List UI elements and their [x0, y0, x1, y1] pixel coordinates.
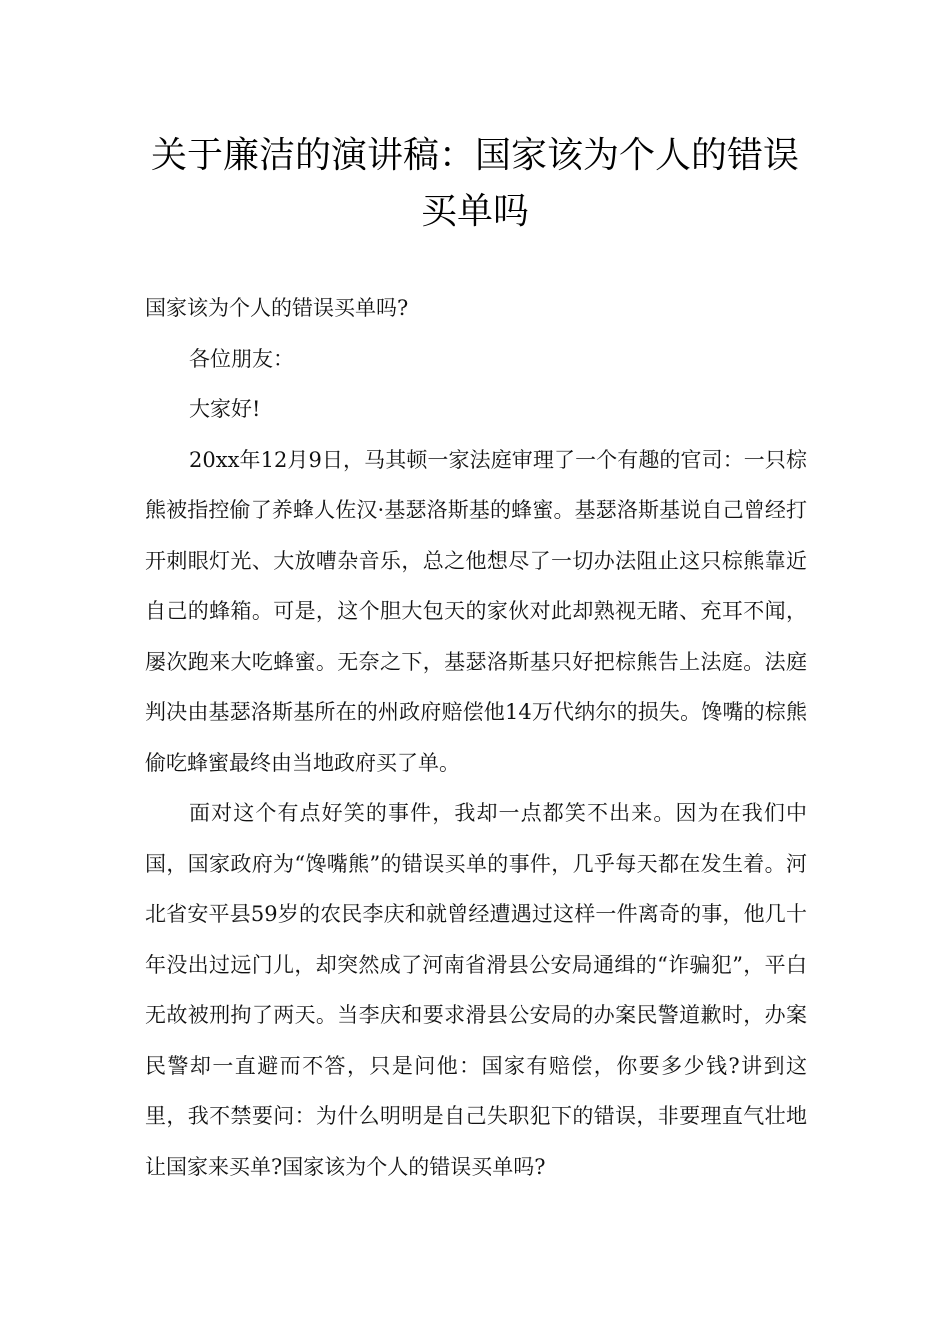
paragraph-greeting: 大家好! — [189, 397, 261, 421]
paragraph-argument: 面对这个有点好笑的事件，我却一点都笑不出来。因为在我们中国，国家政府为“馋嘴熊”的错误买单的事件，几乎每天都在发生着。河北省安平县59岁的农民李庆和就曾经遭遇过这样一件离奇的事，他几十年没出过远门儿，却突然成了河南省滑县公安局通缉的“诈骗犯”，平白无故被刑拘了两天。当李庆和要求滑县公安局的办案民警道歉时，办案民警却一直避而不答，只是问他：国家有赔偿，你要多少钱?讲到这里，我不禁要问：为什么明明是自己失职犯下的错误，非要理直气壮地让国家来买单?国家该为个人的错误买单吗? — [145, 801, 807, 1179]
paragraph-heading: 国家该为个人的错误买单吗? — [145, 296, 409, 320]
document-title: 关于廉洁的演讲稿：国家该为个人的错误买单吗 — [150, 135, 799, 232]
paragraph-story: 20xx年12月9日，马其顿一家法庭审理了一个有趣的官司：一只棕熊被指控偷了养蜂人佐汉·基瑟洛斯基的蜂蜜。基瑟洛斯基说自己曾经打开刺眼灯光、大放嘈杂音乐，总之他想尽了一切办法阻止这只棕熊靠近自己的蜂箱。可是，这个胆大包天的家伙对此却熟视无睹、充耳不闻，屡次跑来大吃蜂蜜。无奈之下，基瑟洛斯基只好把棕熊告上法庭。法庭判决由基瑟洛斯基所在的州政府赔偿他14万代纳尔的损失。馋嘴的棕熊偷吃蜂蜜最终由当地政府买了单。 — [145, 447, 807, 775]
document-body — [145, 283, 807, 1192]
paragraph-salutation: 各位朋友： — [189, 346, 294, 371]
